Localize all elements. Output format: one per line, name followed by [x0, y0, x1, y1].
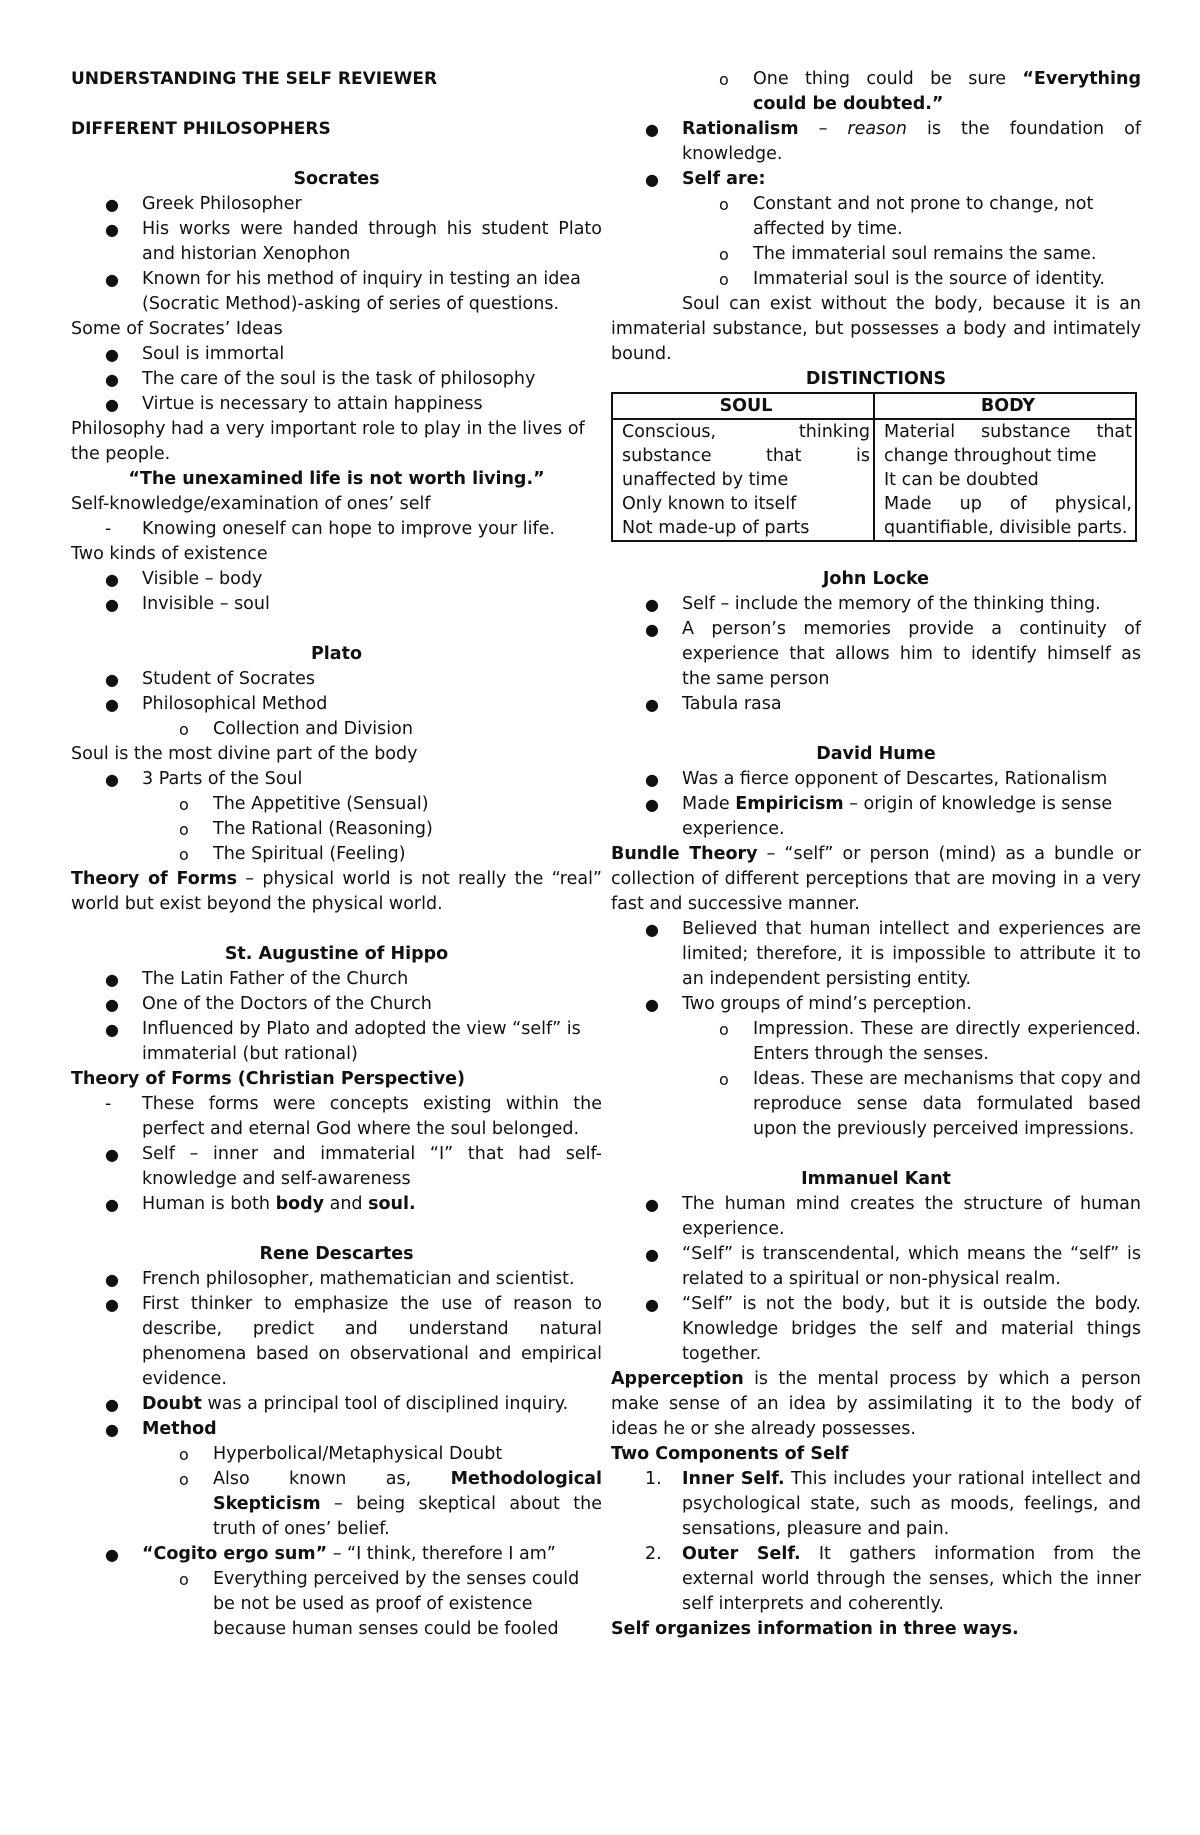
- list-item: ● French philosopher, mathematician and scientist.: [71, 1267, 602, 1292]
- self-knowledge-list: [71, 517, 602, 542]
- list-item: o Collection and Division: [71, 717, 602, 742]
- bullet-icon: ●: [645, 170, 659, 189]
- document-title: UNDERSTANDING THE SELF REVIEWER: [71, 69, 438, 89]
- bullet-icon: ●: [105, 595, 119, 614]
- bullet-icon: ●: [105, 220, 119, 239]
- bullet-icon: ●: [105, 1395, 119, 1414]
- list-item: o The Spiritual (Feeling): [71, 842, 602, 867]
- list-item: ● “Cogito ergo sum” – “I think, therefore I am”: [71, 1542, 602, 1567]
- augustine-bullets: [71, 967, 602, 1067]
- bullet-icon: ●: [105, 1420, 119, 1439]
- bullet-icon: ●: [105, 1295, 119, 1314]
- list-item: ● Two groups of mind’s perception.: [611, 992, 1141, 1017]
- list-item: - These forms were concepts existing within the perfect and eternal God where the soul belonged.: [105, 1094, 602, 1139]
- circle-icon: o: [719, 1070, 729, 1089]
- socrates-heading: Socrates: [293, 169, 380, 189]
- bullet-icon: ●: [645, 120, 659, 139]
- bullet-icon: ●: [105, 995, 119, 1014]
- list-item: ● Self – inner and immaterial “I” that had self-knowledge and self-awareness: [105, 1144, 602, 1189]
- socrates-ideas: [71, 342, 602, 417]
- hume-bullets-2: [611, 917, 1141, 1142]
- list-item: ● His works were handed through his student Plato and historian Xenophon: [105, 219, 602, 264]
- number-marker: 2.: [645, 1544, 662, 1564]
- list-item: ● Believed that human intellect and experiences are limited; therefore, it is impossible to attribute it to an independent persisting entity.: [645, 919, 1141, 989]
- table-cell-line: Made up of physical, quantifiable, divisible parts.: [884, 494, 1132, 538]
- list-item: ● The human mind creates the structure of human experience.: [645, 1194, 1141, 1239]
- circle-icon: o: [719, 195, 729, 214]
- bullet-icon: ●: [105, 345, 119, 364]
- list-item: ● “Self” is transcendental, which means the “self” is related to a spiritual or non-physical realm.: [645, 1244, 1141, 1289]
- descartes-continued: [611, 67, 1141, 292]
- apperception: Apperception is the mental process by which a person make sense of an idea by assimilating it to the body of ideas he or she already possesses.: [611, 1369, 1141, 1439]
- list-item: 2. Outer Self. It gathers information from the external world through the senses, which the inner self interprets and coherently.: [645, 1544, 1141, 1614]
- list-item: ● Human is both body and soul.: [71, 1192, 602, 1217]
- bullet-icon: ●: [105, 195, 119, 214]
- column-header-body: BODY: [874, 393, 1136, 419]
- section-title: DIFFERENT PHILOSOPHERS: [71, 119, 331, 139]
- soul-paragraph: Soul can exist without the body, because it is an immaterial substance, but possesses a body and intimately bound.: [611, 294, 1141, 364]
- number-marker: 1.: [645, 1469, 662, 1489]
- socrates-bullets: [71, 192, 602, 317]
- body-cell: [874, 419, 1136, 541]
- augustine-heading: St. Augustine of Hippo: [224, 944, 449, 964]
- bullet-icon: ●: [645, 995, 659, 1014]
- bullet-icon: ●: [105, 1545, 119, 1564]
- table-cell-line: It can be doubted: [884, 470, 1039, 490]
- list-item: ● Visible – body: [71, 567, 602, 592]
- list-item: ● 3 Parts of the Soul: [71, 767, 602, 792]
- bullet-icon: ●: [645, 920, 659, 939]
- plato-bullets: [71, 667, 602, 742]
- list-item: o One thing could be sure “Everything could be doubted.”: [719, 69, 1141, 114]
- bullet-icon: ●: [645, 595, 659, 614]
- hume-heading: David Hume: [816, 744, 936, 764]
- list-item: ● One of the Doctors of the Church: [71, 992, 602, 1017]
- bullet-icon: ●: [645, 770, 659, 789]
- list-item: ● The care of the soul is the task of philosophy: [71, 367, 602, 392]
- bullet-icon: ●: [105, 370, 119, 389]
- bundle-theory: Bundle Theory – “self” or person (mind) as a bundle or collection of different perceptions that are moving in a very fast and successive manner.: [611, 844, 1141, 914]
- locke-bullets: [611, 592, 1141, 717]
- bullet-icon: ●: [645, 1295, 659, 1314]
- left-column: [71, 67, 602, 1642]
- plato-soul-line: Soul is the most divine part of the body: [71, 744, 418, 764]
- components-list: [611, 1467, 1141, 1617]
- list-item: o The Rational (Reasoning): [71, 817, 602, 842]
- circle-icon: o: [179, 1470, 189, 1489]
- bullet-icon: ●: [105, 770, 119, 789]
- bullet-icon: ●: [105, 395, 119, 414]
- self-knowledge: Self-knowledge/examination of ones’ self: [71, 494, 431, 514]
- bullet-icon: ●: [105, 1020, 119, 1039]
- circle-icon: o: [179, 820, 189, 839]
- list-item: o Everything perceived by the senses could be not be used as proof of existence because human senses could be fooled: [179, 1569, 580, 1639]
- table-cell-line: Material substance that change throughout time: [884, 422, 1132, 466]
- bullet-icon: ●: [105, 970, 119, 989]
- table-cell-line: Not made-up of parts: [622, 518, 810, 538]
- components-heading: Two Components of Self: [611, 1444, 849, 1464]
- kant-heading: Immanuel Kant: [801, 1169, 951, 1189]
- list-item: - Knowing oneself can hope to improve your life.: [71, 517, 602, 542]
- list-item: ● Student of Socrates: [71, 667, 602, 692]
- descartes-bullets: [71, 1267, 602, 1642]
- list-item: o Immaterial soul is the source of identity.: [611, 267, 1141, 292]
- circle-icon: o: [719, 1020, 729, 1039]
- list-item: ● Invisible – soul: [71, 592, 602, 617]
- list-item: ● Made Empiricism – origin of knowledge is sense experience.: [645, 794, 1113, 839]
- list-item: ● Greek Philosopher: [71, 192, 602, 217]
- circle-icon: o: [719, 245, 729, 264]
- table-header-row: [612, 393, 1136, 419]
- column-header-soul: SOUL: [612, 393, 874, 419]
- list-item: ● Self – include the memory of the thinking thing.: [611, 592, 1141, 617]
- list-item: ● Doubt was a principal tool of disciplined inquiry.: [71, 1392, 602, 1417]
- list-item: ● A person’s memories provide a continuity of experience that allows him to identify himself as the same person: [645, 619, 1141, 689]
- list-item: ● Was a fierce opponent of Descartes, Rationalism: [611, 767, 1141, 792]
- distinctions-table: [611, 392, 1137, 542]
- soul-cell: [612, 419, 874, 541]
- list-item: 1. Inner Self. This includes your rational intellect and psychological state, such as moods, feelings, and sensations, pleasure and pain.: [645, 1469, 1141, 1539]
- right-column: [611, 67, 1141, 1642]
- list-item: ● Method: [71, 1417, 602, 1442]
- locke-heading: John Locke: [822, 569, 930, 589]
- bullet-icon: ●: [645, 1245, 659, 1264]
- bullet-icon: ●: [645, 1195, 659, 1214]
- distinctions-heading: DISTINCTIONS: [805, 369, 947, 389]
- plato-parts: [71, 767, 602, 867]
- list-item: o Impression. These are directly experienced. Enters through the senses.: [719, 1019, 1141, 1064]
- self-organizes: Self organizes information in three ways.: [611, 1619, 1019, 1639]
- list-item: ● The Latin Father of the Church: [71, 967, 602, 992]
- plato-theory-of-forms: Theory of Forms – physical world is not really the “real” world but exist beyond the physical world.: [71, 869, 602, 914]
- list-item: ● Self are:: [611, 167, 1141, 192]
- circle-icon: o: [179, 795, 189, 814]
- descartes-heading: Rene Descartes: [259, 1244, 414, 1264]
- augustine-forms-heading: Theory of Forms (Christian Perspective): [71, 1069, 466, 1089]
- circle-icon: o: [719, 70, 729, 89]
- list-item: o Hyperbolical/Metaphysical Doubt: [71, 1442, 602, 1467]
- bullet-icon: ●: [105, 270, 119, 289]
- socrates-ideas-label: Some of Socrates’ Ideas: [71, 319, 283, 339]
- augustine-forms-list: [71, 1092, 602, 1217]
- bullet-icon: ●: [645, 620, 659, 639]
- list-item: ● Philosophical Method: [71, 692, 602, 717]
- list-item: ● Soul is immortal: [71, 342, 602, 367]
- bullet-icon: ●: [105, 670, 119, 689]
- circle-icon: o: [719, 270, 729, 289]
- list-item: o Ideas. These are mechanisms that copy and reproduce sense data formulated based upon the previously perceived impressions.: [719, 1069, 1141, 1139]
- list-item: o The Appetitive (Sensual): [71, 792, 602, 817]
- list-item: ● Known for his method of inquiry in testing an idea (Socratic Method)-asking of series of questions.: [105, 269, 581, 314]
- list-item: o Also known as, Methodological Skepticism – being skeptical about the truth of ones’ belief.: [179, 1469, 602, 1539]
- existence-label: Two kinds of existence: [71, 544, 268, 564]
- philosophy-role: Philosophy had a very important role to play in the lives of the people.: [71, 419, 585, 464]
- table-cell-line: Conscious, thinking substance that is unaffected by time: [622, 422, 870, 490]
- list-item: ● “Self” is not the body, but it is outside the body. Knowledge bridges the self and material things together.: [645, 1294, 1141, 1364]
- list-item: ● Rationalism – reason is the foundation of knowledge.: [645, 119, 1141, 164]
- dash-icon: -: [105, 519, 112, 539]
- dash-icon: -: [105, 1094, 112, 1114]
- kant-bullets: [611, 1192, 1141, 1367]
- bullet-icon: ●: [645, 795, 659, 814]
- circle-icon: o: [179, 1570, 189, 1589]
- table-cell-line: Only known to itself: [622, 494, 797, 514]
- bullet-icon: ●: [105, 1145, 119, 1164]
- list-item: ● Virtue is necessary to attain happiness: [71, 392, 602, 417]
- list-item: ● First thinker to emphasize the use of reason to describe, predict and understand natural phenomena based on observational and empirical evidence.: [105, 1294, 602, 1389]
- plato-heading: Plato: [310, 644, 363, 664]
- bullet-icon: ●: [105, 570, 119, 589]
- table-row: [612, 419, 1136, 541]
- circle-icon: o: [179, 1445, 189, 1464]
- list-item: ● Tabula rasa: [611, 692, 1141, 717]
- socrates-quote: “The unexamined life is not worth living.”: [128, 469, 545, 489]
- bullet-icon: ●: [105, 1270, 119, 1289]
- list-item: ● Influenced by Plato and adopted the view “self” is immaterial (but rational): [105, 1019, 581, 1064]
- bullet-icon: ●: [105, 1195, 119, 1214]
- existence-list: [71, 567, 602, 617]
- list-item: o Constant and not prone to change, not affected by time.: [719, 194, 1094, 239]
- circle-icon: o: [179, 845, 189, 864]
- circle-icon: o: [179, 720, 189, 739]
- bullet-icon: ●: [105, 695, 119, 714]
- hume-bullets: [611, 767, 1141, 842]
- list-item: o The immaterial soul remains the same.: [611, 242, 1141, 267]
- bullet-icon: ●: [645, 695, 659, 714]
